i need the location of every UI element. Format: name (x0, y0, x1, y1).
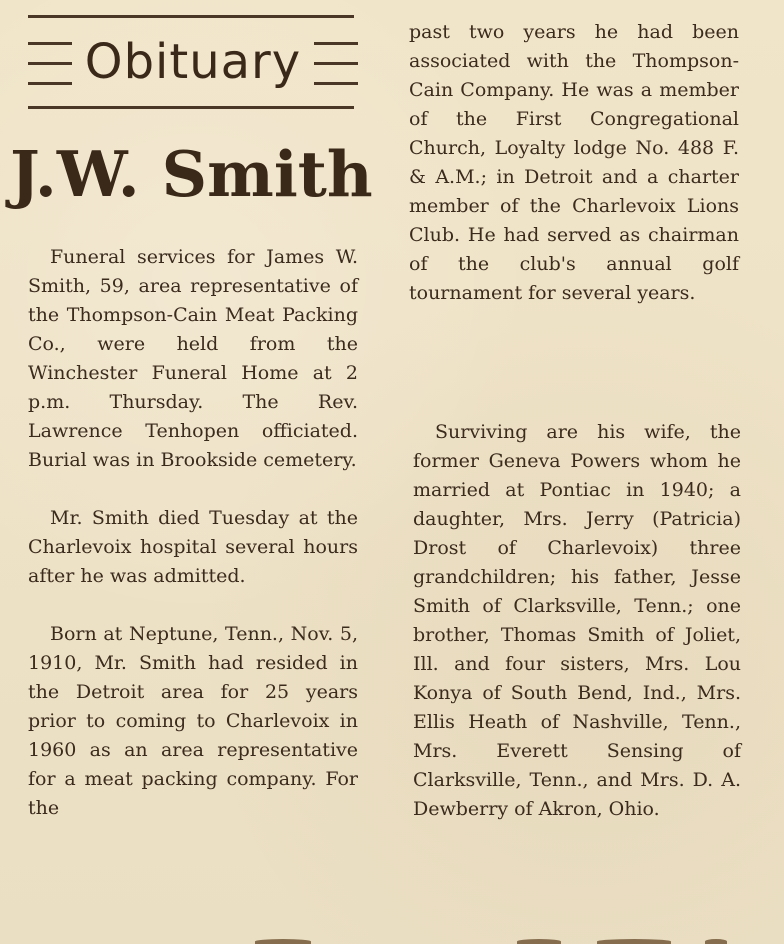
obituary-title: Obituary (84, 34, 302, 90)
funeral-services-paragraph: Funeral services for James W. Smith, 59, area representative of the Thompson-Cain Meat Packing Co., were held from the Winchester Funeral Home at 2 p.m. Thursday. The Rev. Lawrence Tenhopen officiated. Burial was in Brookside cemetery. (28, 246, 358, 471)
death-paragraph: Mr. Smith died Tuesday at the Charlevoix hospital several hours after he was admitted. (28, 507, 358, 587)
biography-paragraph: Born at Neptune, Tenn., Nov. 5, 1910, Mr. Smith had resided in the Detroit area for 25 years prior to coming to Charlevoix in 1960 as an area representative for a meat packing company. For the (28, 623, 358, 819)
masthead-right-line (314, 82, 358, 85)
masthead-top-rule (28, 15, 354, 18)
survivors-paragraph: Surviving are his wife, the former Geneva Powers whom he married at Pontiac in 1940; a daughter, Mrs. Jerry (Patricia) Drost of Charlevoix) three grandchildren; his father, Jesse Smith of Clarksville, Tenn.; one brother, Thomas Smith of Joliet, Ill. and four sisters, Mrs. Lou Konya of South Bend, Ind., Mrs. Ellis Heath of Nashville, Tenn., Mrs. Everett Sensing of Clarksville, Tenn., and Mrs. D. A. Dewberry of Akron, Ohio. (413, 421, 741, 820)
obituary-masthead (28, 33, 358, 91)
deceased-name-heading: J.W. Smith (10, 137, 373, 211)
masthead-right-line (314, 42, 358, 45)
right-article-column-top (409, 18, 739, 308)
edge-mark (255, 939, 311, 944)
continued-biography-paragraph: past two years he had been associated with the Thompson-Cain Company. He was a member of the First Congregational Church, Loyalty lodge No. 488 F. & A.M.; in Detroit and a charter member of the Charlevoix Lions Club. He had served as chairman of the club's annual golf tournament for several years. (409, 21, 739, 304)
masthead-right-line (314, 62, 358, 65)
edge-mark (517, 939, 561, 944)
edge-mark (597, 939, 671, 944)
left-article-column (28, 243, 358, 823)
right-article-column-bottom (413, 418, 741, 824)
masthead-left-line (28, 62, 72, 65)
masthead-bottom-rule (28, 106, 354, 109)
masthead-left-line (28, 42, 72, 45)
edge-mark (705, 939, 727, 944)
masthead-left-line (28, 82, 72, 85)
